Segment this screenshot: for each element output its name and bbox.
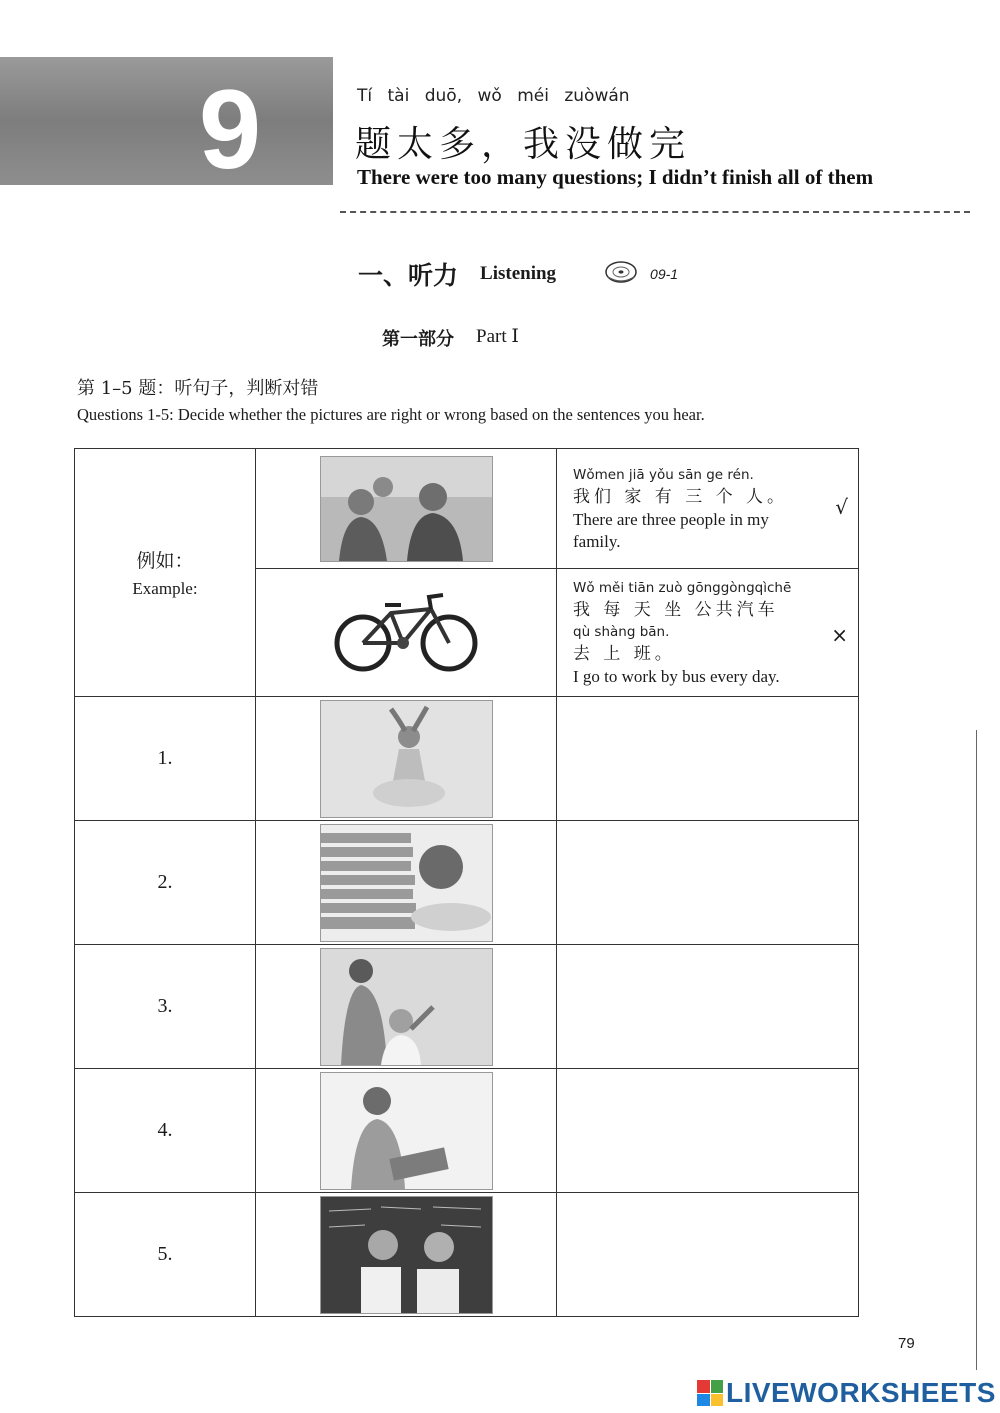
question-picture-cell	[256, 821, 557, 945]
page-number: 79	[898, 1335, 915, 1352]
part-heading	[382, 325, 519, 351]
header-divider	[340, 211, 970, 213]
question-answer-cell[interactable]	[557, 945, 859, 1069]
question-picture-cell	[256, 697, 557, 821]
question-number: 3.	[75, 945, 256, 1069]
example-hanzi: 去 上 班。	[573, 643, 676, 664]
lesson-title-english: There were too many questions; I didn’t finish all of them	[357, 165, 874, 189]
logo-square	[711, 1394, 724, 1407]
question-row	[75, 945, 859, 1069]
lesson-header-band	[0, 57, 333, 185]
question-picture-cell	[256, 945, 557, 1069]
question-picture-cell	[256, 1193, 557, 1317]
woman-holding-book-photo	[320, 1072, 493, 1190]
cross-mark: ×	[831, 623, 848, 647]
example-picture-cell	[256, 569, 557, 697]
logo-square	[697, 1394, 710, 1407]
example-translation: I go to work by bus every day.	[573, 666, 780, 686]
question-row	[75, 1069, 859, 1193]
section-title-chinese: 一、听力	[358, 261, 459, 290]
page-edge-line	[976, 730, 977, 1370]
example-row	[75, 449, 859, 569]
lesson-title-chinese: 题太多，我没做完	[355, 124, 692, 165]
question-answer-cell[interactable]	[557, 821, 859, 945]
lesson-number: 9	[198, 67, 262, 192]
question-row	[75, 1193, 859, 1317]
audio-track-number: 09-1	[650, 266, 679, 282]
question-number: 5.	[75, 1193, 256, 1317]
example-translation: There are three people in my family.	[573, 509, 769, 551]
example-pinyin: Wǒmen jiā yǒu sān ge rén.	[573, 466, 754, 483]
question-row	[75, 821, 859, 945]
question-number: 2.	[75, 821, 256, 945]
brand-name: LIVEWORKSHEETS	[726, 1377, 996, 1408]
question-row	[75, 697, 859, 821]
question-number: 1.	[75, 697, 256, 821]
question-answer-cell[interactable]	[557, 697, 859, 821]
audio-cd-icon[interactable]	[604, 259, 638, 290]
example-pinyin: qù shàng bān.	[573, 623, 670, 640]
logo-square	[711, 1380, 724, 1393]
example-hanzi: 我们 家 有 三 个 人。	[573, 486, 789, 507]
part-title-english: Part Ⅰ	[476, 326, 519, 347]
example-label-english: Example:	[132, 579, 198, 598]
bicycle-picture	[331, 585, 481, 680]
liveworksheets-brand[interactable]	[697, 1378, 996, 1408]
example-picture-cell	[256, 449, 557, 569]
ballet-girl-photo	[320, 700, 493, 818]
liveworksheets-logo-icon	[697, 1380, 723, 1406]
check-mark: √	[835, 495, 848, 519]
lesson-title-pinyin: Tí tài duō, wǒ méi zuòwán	[357, 86, 630, 106]
section-heading	[358, 256, 678, 292]
two-boys-at-blackboard-photo	[320, 1196, 493, 1314]
boy-writing-on-board-photo	[320, 948, 493, 1066]
exercise-table	[74, 448, 859, 1317]
family-photo	[320, 456, 493, 562]
example-sentence-cell-1	[557, 449, 859, 569]
example-label-cell	[75, 449, 256, 697]
question-answer-cell[interactable]	[557, 1069, 859, 1193]
logo-square	[697, 1380, 710, 1393]
boy-sleeping-on-books-photo	[320, 824, 493, 942]
question-picture-cell	[256, 1069, 557, 1193]
instructions-chinese: 第 1–5 题：听句子，判断对错	[77, 378, 319, 399]
example-sentence-cell-2	[557, 569, 859, 697]
question-answer-cell[interactable]	[557, 1193, 859, 1317]
question-number: 4.	[75, 1069, 256, 1193]
instructions-english: Questions 1-5: Decide whether the pictures are right or wrong based on the sentences you hear.	[77, 405, 705, 424]
example-pinyin: Wǒ měi tiān zuò gōnggòngqìchē	[573, 579, 792, 596]
section-title-english: Listening	[480, 263, 557, 284]
part-title-chinese: 第一部分	[382, 329, 454, 350]
example-label-chinese: 例如：	[136, 550, 194, 572]
example-hanzi: 我 每 天 坐 公共汽车	[573, 599, 779, 620]
